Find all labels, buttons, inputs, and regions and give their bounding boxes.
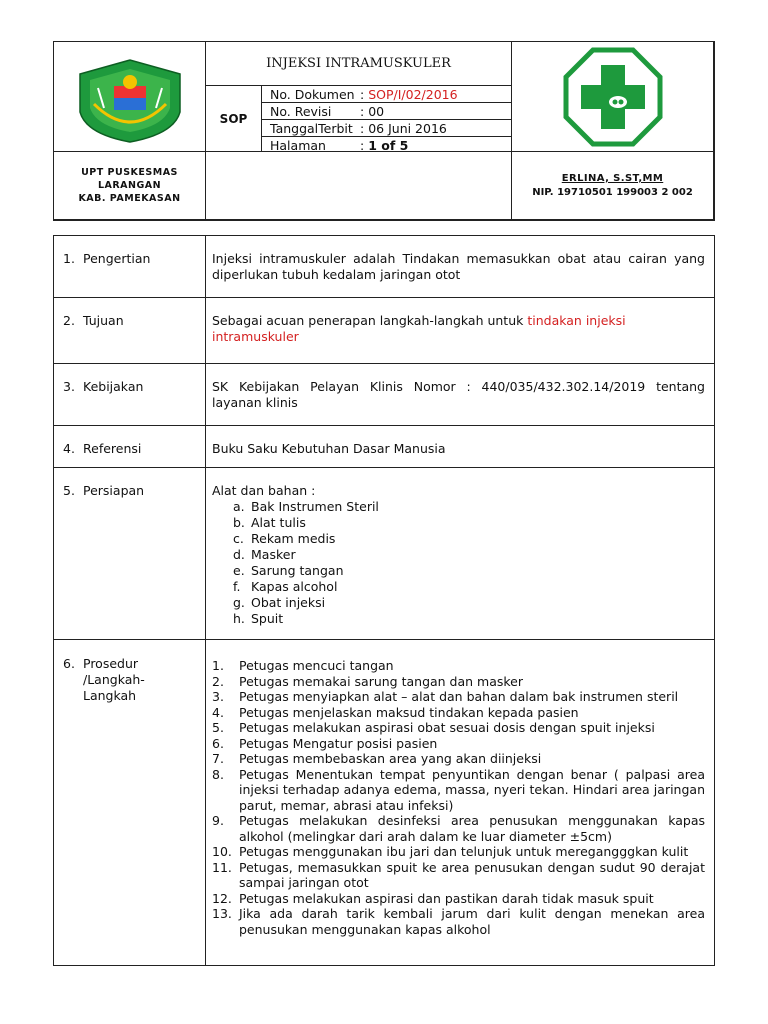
list-item: c. Rekam medis: [233, 531, 336, 546]
meta-value: 06 Juni 2016: [368, 120, 447, 136]
org-line: KAB. PAMEKASAN: [78, 193, 181, 204]
section-content: Injeksi intramuskuler adalah Tindakan memasukkan obat atau cairan yang diperlukan tubuh kedalam jaringan otot: [212, 251, 705, 282]
meta-row: [262, 86, 511, 103]
section-label: 4. Referensi: [54, 426, 206, 467]
section-kebijakan: [54, 364, 714, 426]
meta-separator: :: [360, 86, 365, 102]
procedure-step: 13. Jika ada darah tarik kembali jarum dari kulit dengan menekan area penusukan menggunakan kapas alkohol: [212, 906, 705, 937]
list-item: d. Masker: [233, 547, 296, 562]
procedure-step: 7. Petugas membebaskan area yang akan diinjeksi: [212, 751, 542, 766]
procedure-step: 4. Petugas menjelaskan maksud tindakan kepada pasien: [212, 704, 579, 720]
meta-key: No. Dokumen: [270, 86, 355, 102]
persiapan-intro: Alat dan bahan :: [212, 483, 316, 498]
meta-row: [262, 120, 511, 137]
section-label: 3. Kebijakan: [54, 364, 206, 425]
section-prosedur: [54, 640, 714, 965]
procedure-step: 11. Petugas, memasukkan spuit ke area penusukan dengan sudut 90 derajat sampai jaringan otot: [212, 859, 705, 890]
procedure-steps: [212, 658, 705, 937]
meta-separator: :: [360, 120, 365, 136]
meta-row: [262, 137, 511, 153]
section-content: Buku Saku Kebutuhan Dasar Manusia: [212, 441, 446, 456]
meta-key: Halaman: [270, 137, 326, 153]
section-content: [206, 468, 714, 627]
signature-space: [206, 152, 512, 220]
procedure-step: 6. Petugas Mengatur posisi pasien: [212, 735, 438, 751]
meta-value: 00: [368, 103, 385, 119]
procedure-step: 1. Petugas mencuci tangan: [212, 658, 394, 673]
regency-emblem-icon: [54, 42, 206, 152]
meta-separator: :: [360, 103, 365, 119]
org-line: UPT PUSKESMAS: [81, 167, 178, 178]
section-label: 6. Prosedur /Langkah- Langkah: [54, 640, 206, 965]
list-item: g. Obat injeksi: [233, 595, 326, 610]
document-meta: [262, 86, 512, 152]
section-label: 5. Persiapan: [54, 468, 206, 639]
procedure-step: 8. Petugas Menentukan tempat penyuntikan dengan benar ( palpasi area injeksi terhadap adanya edema, massa, nyeri tekan. Hindari area jaringan parut, memar, abrasi atau infeksi): [212, 766, 705, 813]
organization-name: [54, 152, 206, 220]
green-cross-icon: [563, 47, 663, 147]
document-title: INJEKSI INTRAMUSKULER: [206, 42, 512, 86]
meta-value: SOP/I/02/2016: [368, 86, 458, 102]
list-item: b. Alat tulis: [233, 515, 306, 530]
section-label: 2. Tujuan: [54, 298, 206, 363]
section-referensi: [54, 426, 714, 468]
meta-separator: :: [360, 137, 365, 153]
sop-label: SOP: [206, 86, 262, 152]
sop-body-table: [53, 235, 715, 966]
sop-header-table: [53, 41, 715, 221]
section-content: Sebagai acuan penerapan langkah-langkah untuk tindakan injeksi intramuskuler: [212, 313, 626, 344]
regency-logo-cell: [54, 42, 206, 152]
signatory-block: [512, 152, 714, 220]
org-line: LARANGAN: [97, 180, 162, 191]
section-tujuan: [54, 298, 714, 364]
section-content: [206, 640, 714, 937]
list-item: f. Kapas alcohol: [233, 579, 338, 594]
meta-row: [262, 103, 511, 120]
procedure-step: 3. Petugas menyiapkan alat – alat dan bahan dalam bak instrumen steril: [212, 689, 679, 704]
procedure-step: 12. Petugas melakukan aspirasi dan pastikan darah tidak masuk spuit: [212, 890, 654, 906]
procedure-step: 9. Petugas melakukan desinfeksi area penusukan menggunakan kapas alkohol (melingkar dari arah dalam ke luar diameter ±5cm): [212, 813, 705, 844]
procedure-step: 2. Petugas memakai sarung tangan dan masker: [212, 673, 524, 689]
section-label: 1. Pengertian: [54, 236, 206, 297]
puskesmas-logo-cell: [512, 42, 714, 152]
signatory-name: ERLINA, S.ST,MM: [561, 172, 664, 184]
persiapan-list: [212, 499, 705, 627]
procedure-step: 5. Petugas melakukan aspirasi obat sesuai dosis dengan spuit injeksi: [212, 720, 655, 735]
meta-key: No. Revisi: [270, 103, 332, 119]
list-item: h. Spuit: [233, 611, 284, 626]
list-item: a. Bak Instrumen Steril: [233, 499, 379, 514]
meta-key: TanggalTerbit: [270, 120, 353, 136]
meta-value: 1 of 5: [368, 137, 409, 153]
section-persiapan: [54, 468, 714, 640]
list-item: e. Sarung tangan: [233, 563, 344, 578]
section-content: SK Kebijakan Pelayan Klinis Nomor : 440/035/432.302.14/2019 tentang layanan klinis: [212, 379, 705, 410]
procedure-step: 10. Petugas menggunakan ibu jari dan telunjuk untuk meregangggkan kulit: [212, 844, 689, 859]
signatory-nip: NIP. 19710501 199003 2 002: [532, 186, 693, 198]
section-pengertian: [54, 236, 714, 298]
